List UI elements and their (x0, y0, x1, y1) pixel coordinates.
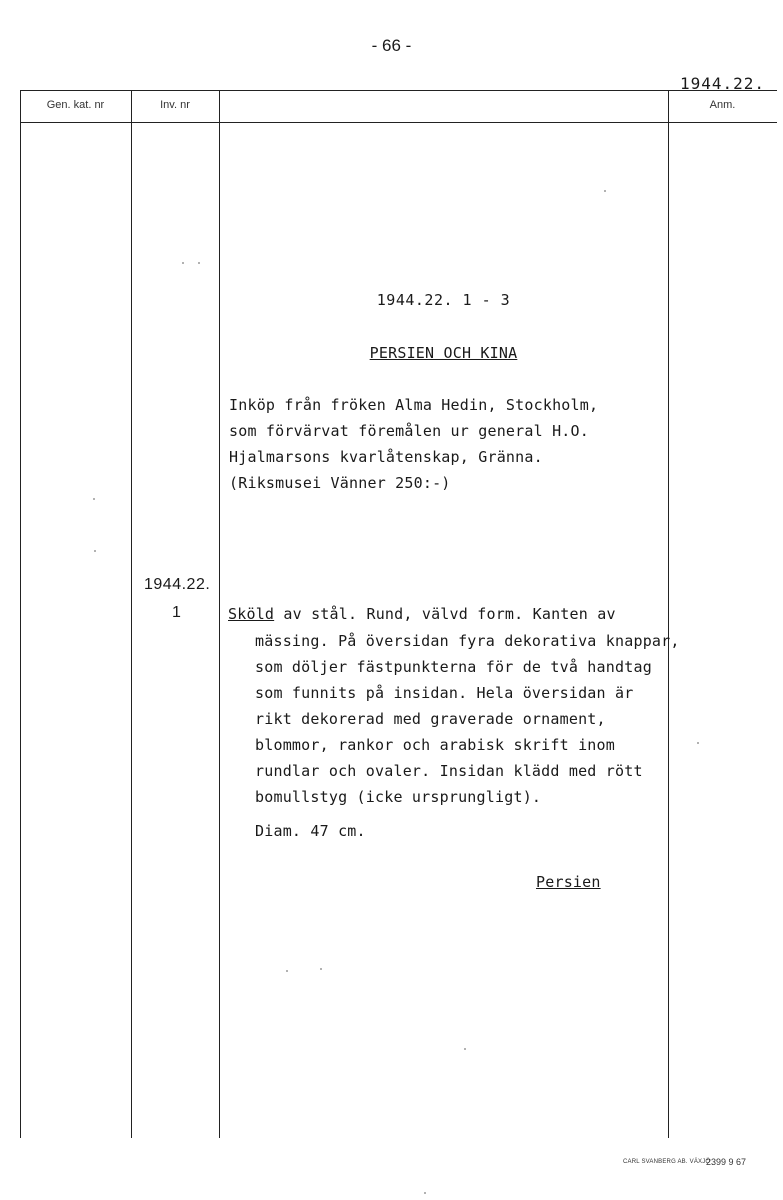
scan-speck (94, 550, 96, 552)
description-line: blommor, rankor och arabisk skrift inom (255, 736, 615, 754)
item-origin-text: Persien (536, 873, 601, 891)
column-divider-desc-anm (668, 90, 669, 1138)
scan-speck (198, 262, 200, 264)
scan-speck (697, 742, 699, 744)
catalog-reference: 1944.22. (680, 74, 766, 93)
provenance-line: som förvärvat föremålen ur general H.O. (229, 422, 589, 440)
description-line: mässing. På översidan fyra dekorativa knappar, (255, 632, 680, 650)
entry-heading-text: PERSIEN OCH KINA (369, 344, 518, 362)
description-line: rundlar och ovaler. Insidan klädd med rött (255, 762, 643, 780)
scan-speck (604, 190, 606, 192)
form-code: 2399 9 67 (706, 1157, 747, 1167)
page-number: - 66 - (371, 36, 412, 55)
table-header-rule (20, 122, 777, 123)
description-line: som funnits på insidan. Hela översidan är (255, 684, 634, 702)
item-description-first-line (228, 605, 616, 623)
column-header-inv: Inv. nr (160, 99, 190, 111)
description-line: som döljer fästpunkterna för de två handtag (255, 658, 652, 676)
inventory-number: 1944.22. (144, 576, 211, 593)
provenance-line: (Riksmusei Vänner 250:-) (229, 474, 451, 492)
description-line: rikt dekorerad med graverade ornament, (255, 710, 606, 728)
item-origin (536, 873, 601, 891)
item-dimension: Diam. 47 cm. (255, 822, 366, 840)
printer-imprint: CARL SVANBERG AB. VÄXJÖ (623, 1159, 711, 1165)
item-title-word: Sköld (228, 605, 275, 623)
column-header-anm: Anm. (709, 99, 736, 111)
column-divider-inv-desc (219, 90, 220, 1138)
table-top-rule (20, 90, 777, 91)
entry-heading (219, 344, 668, 362)
table-left-border (20, 90, 21, 1138)
column-header-gen-kat: Gen. kat. nr (46, 99, 105, 111)
scan-speck (424, 1192, 426, 1194)
inventory-subnumber: 1 (172, 604, 181, 621)
scan-speck (182, 262, 184, 264)
scan-speck (464, 1048, 466, 1050)
provenance-line: Inköp från fröken Alma Hedin, Stockholm, (229, 396, 599, 414)
entry-range: 1944.22. 1 - 3 (376, 291, 511, 309)
description-line: bomullstyg (icke ursprungligt). (255, 788, 542, 806)
scan-speck (93, 498, 95, 500)
scan-speck (320, 968, 322, 970)
description-line: av stål. Rund, välvd form. Kanten av (274, 605, 616, 623)
column-divider-gen-inv (131, 90, 132, 1138)
provenance-line: Hjalmarsons kvarlåtenskap, Gränna. (229, 448, 543, 466)
scan-speck (286, 970, 288, 972)
